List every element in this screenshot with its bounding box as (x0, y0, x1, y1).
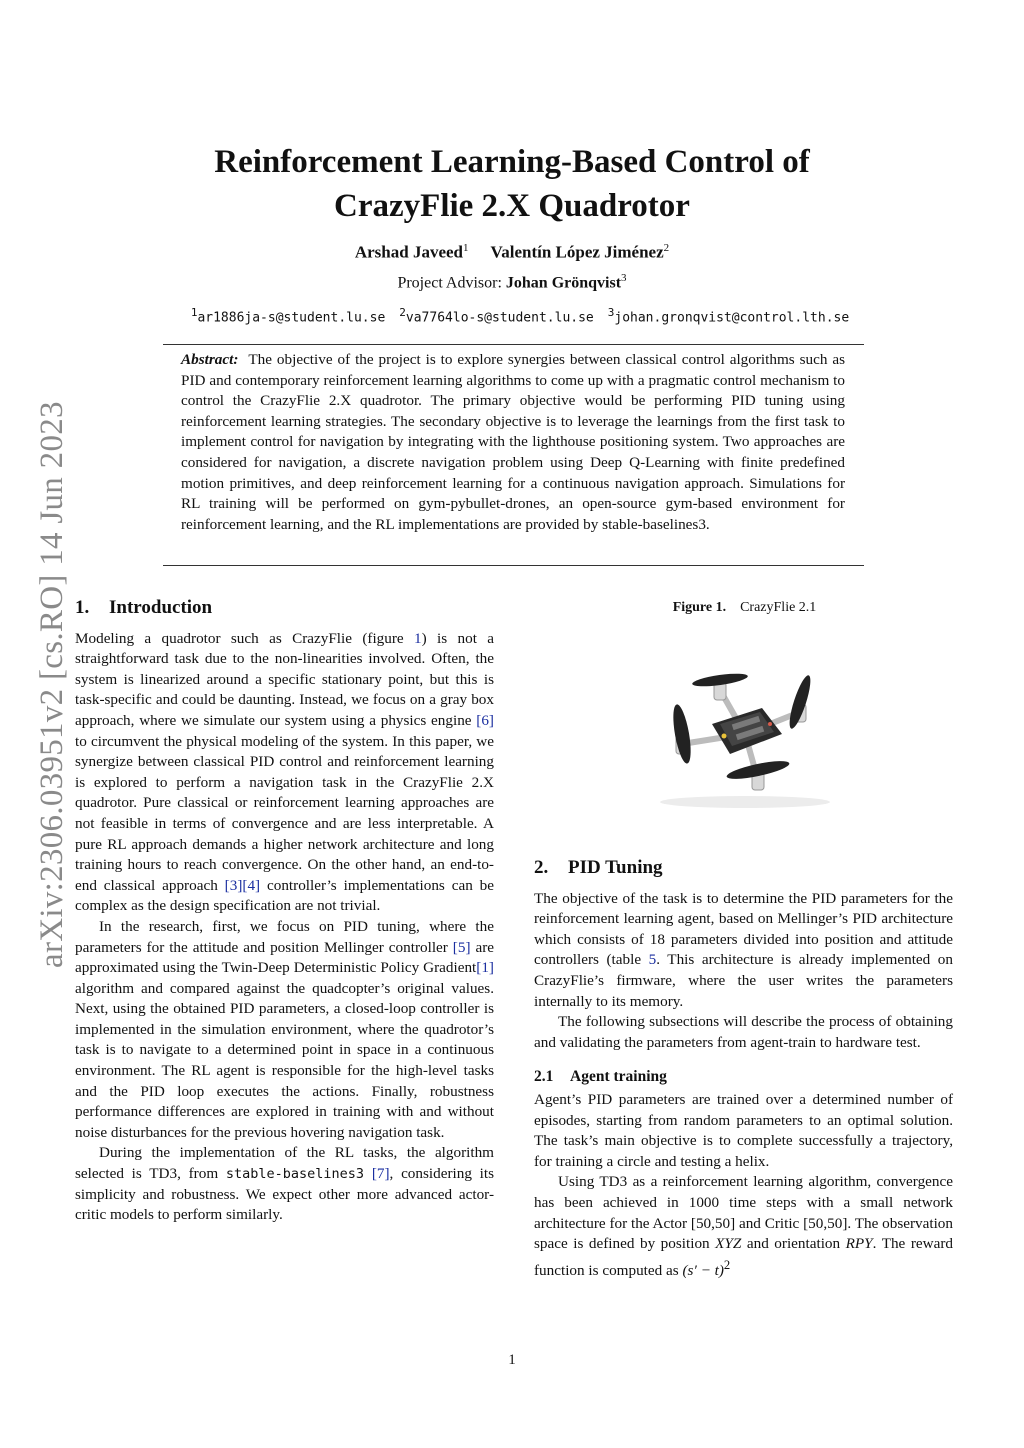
math-exponent: 2 (723, 1257, 731, 1272)
author-name: Valentín López Jiménez (490, 242, 664, 262)
citation-4-link[interactable]: [4] (242, 876, 261, 894)
citation-6-link[interactable]: [6] (476, 711, 494, 729)
figure-caption-text: CrazyFlie 2.1 (740, 600, 817, 615)
math-reward-formula: (s′ − t) (682, 1261, 724, 1279)
agent-training-paragraph-2: Using TD3 as a reinforcement learning algorithm, convergence has been achieved in 1000 time steps with a small network architecture for the Actor [50,50] and Critic [50,50]. The observation space is defined by position XYZ and orientation RPY. The reward function is computed as $(s' - t)^2$ (534, 1173, 953, 1279)
table-5-link[interactable]: 5 (648, 951, 657, 969)
citation-7-link[interactable]: [7] (371, 1165, 390, 1183)
abstract-label: Abstract: (181, 351, 239, 368)
paper-title (140, 140, 884, 228)
author-name: Arshad Javeed (354, 242, 463, 262)
figure-label: Figure 1. (672, 600, 727, 615)
email-address[interactable]: va7764lo-s@student.lu.se (405, 310, 594, 326)
email-address[interactable]: ar1886ja-s@student.lu.se (197, 310, 386, 326)
crazyflie-drone-image (640, 662, 850, 810)
intro-paragraph-2: In the research, first, we focus on PID tuning, where the parameters for the attitude and position Mellinger controller [5] are approximated using the Twin-Deep Deterministic Policy Gradient[1] algorithm and compared against the quadcopter’s original values. Next, using the obtained PID parameters, a closed-loop controller is implemented in the simulation environment, where the quadrotor’s task is to navigate to a determined point in space in a continuous environment. The RL agent is responsible for the high-level tasks and the PID loop executes the actions. Finally, robustness performance differences are explored in training with and without noise disturbances for the previous hovering navigation task. (75, 917, 494, 1141)
author-emails (180, 306, 860, 325)
code-stable-baselines3: stable-baselines3 (225, 1166, 365, 1183)
right-column (534, 858, 953, 1281)
abstract (181, 350, 845, 535)
left-column (75, 598, 494, 1226)
project-advisor (140, 272, 884, 292)
pid-paragraph-2: The following subsections will describe the process of obtaining and validating the parameters from agent-train to hardware test. (534, 1013, 953, 1051)
agent-training-paragraph-1: Agent’s PID parameters are trained over a determined number of episodes, starting from random parameters to an optimal solution. The task’s main objective is to complete successfully a trajectory, for training a circle and testing a helix. (534, 1090, 953, 1170)
section-number: 2. (534, 857, 549, 878)
citation-1-link[interactable]: [1] (476, 959, 494, 977)
subsection-title: Agent training (570, 1068, 667, 1086)
figure-1-caption (535, 600, 954, 616)
author-list (140, 242, 884, 263)
email-address[interactable]: johan.gronqvist@control.lth.se (614, 310, 850, 326)
title-line-1: Reinforcement Learning-Based Control of (214, 144, 810, 180)
author-affil-sup: 1 (463, 242, 469, 254)
section-heading-pid-tuning (534, 858, 953, 879)
email-sup: 2 (399, 306, 406, 319)
subsection-heading-agent-training (534, 1067, 953, 1088)
section-title: PID Tuning (568, 857, 663, 878)
email-sup: 1 (190, 306, 198, 319)
subsection-number: 2.1 (534, 1068, 554, 1086)
pid-paragraph-1: The objective of the task is to determine the PID parameters for the reinforcement learning agent, based on Mellinger’s PID architecture which consists of 18 parameters divided into position and attitude controllers (table 5. This architecture is already implemented on CrazyFlie’s firmware, where the user writes the parameters internally to its memory. (534, 889, 953, 1010)
abstract-bottom-rule (163, 565, 864, 566)
page-number: 1 (508, 1352, 516, 1368)
email-sup: 3 (607, 306, 615, 319)
citation-5-link[interactable]: [5] (452, 938, 471, 956)
section-title: Introduction (109, 597, 213, 618)
figure-1-link[interactable]: 1 (414, 629, 422, 647)
title-line-2: CrazyFlie 2.X Quadrotor (334, 188, 690, 224)
math-xyz: XYZ (715, 1235, 742, 1253)
arxiv-side-label: arXiv:2306.03951v2 [cs.RO] 14 Jun 2023 (34, 401, 70, 968)
abstract-text: The objective of the project is to explore synergies between classical control algorithms such as PID and contemporary reinforcement learning algorithms to come up with a pragmatic control mechanism to control the CrazyFlie 2.X quadrotor. The primary objective would be performing PID tuning using reinforcement learning strategies. The secondary objective is to leverage the learnings from the first task to implement control for navigation by integrating with the lighthouse positioning system. Two approaches are considered for navigation, a discrete navigation problem using Deep Q-Learning with finite predefined motion primitives, and deep reinforcement learning for a continuous navigation approach. Simulations for RL training will be performed on gym-pybullet-drones, an open-source gym-based environment for reinforcement learning, and the RL implementations are provided by stable-baselines3. (181, 351, 845, 533)
intro-paragraph-1: Modeling a quadrotor such as CrazyFlie (figure 1) is not a straightforward task due to the non-linearities involved. Often, the system is linearized around a specific stationary point, but this is task-specific and could be daunting. Instead, we focus on a gray box approach, where we simulate our system using a physics engine [6] to circumvent the physical modeling of the system. In this paper, we synergize between classical PID control and reinforcement learning is explored to perform a navigation task in the CrazyFlie 2.X quadrotor. Pure classical or reinforcement learning approaches are not feasible in terms of convergence and are less interpretable. A pure RL approach demands a higher network architecture and long training hours to reach convergence. On the other hand, an end-to-end classical approach [3][4] controller’s implementations can be complex as the design specification are not trivial. (75, 629, 495, 915)
section-number: 1. (75, 597, 90, 618)
advisor-name: Johan Grönqvist (505, 274, 622, 292)
citation-3-link[interactable]: [3] (224, 876, 243, 894)
section-heading-introduction (75, 598, 494, 619)
advisor-sup: 3 (621, 272, 627, 284)
intro-paragraph-3: During the implementation of the RL tasks, the algorithm selected is TD3, from stable-baselines3 [7], considering its simplicity and robustness. We expect other more advanced actor-critic models to perform similarly. (75, 1144, 495, 1224)
advisor-label: Project Advisor: (397, 274, 506, 292)
math-rpy: RPY (845, 1235, 873, 1253)
abstract-top-rule (163, 344, 864, 345)
author-affil-sup: 2 (663, 242, 670, 254)
